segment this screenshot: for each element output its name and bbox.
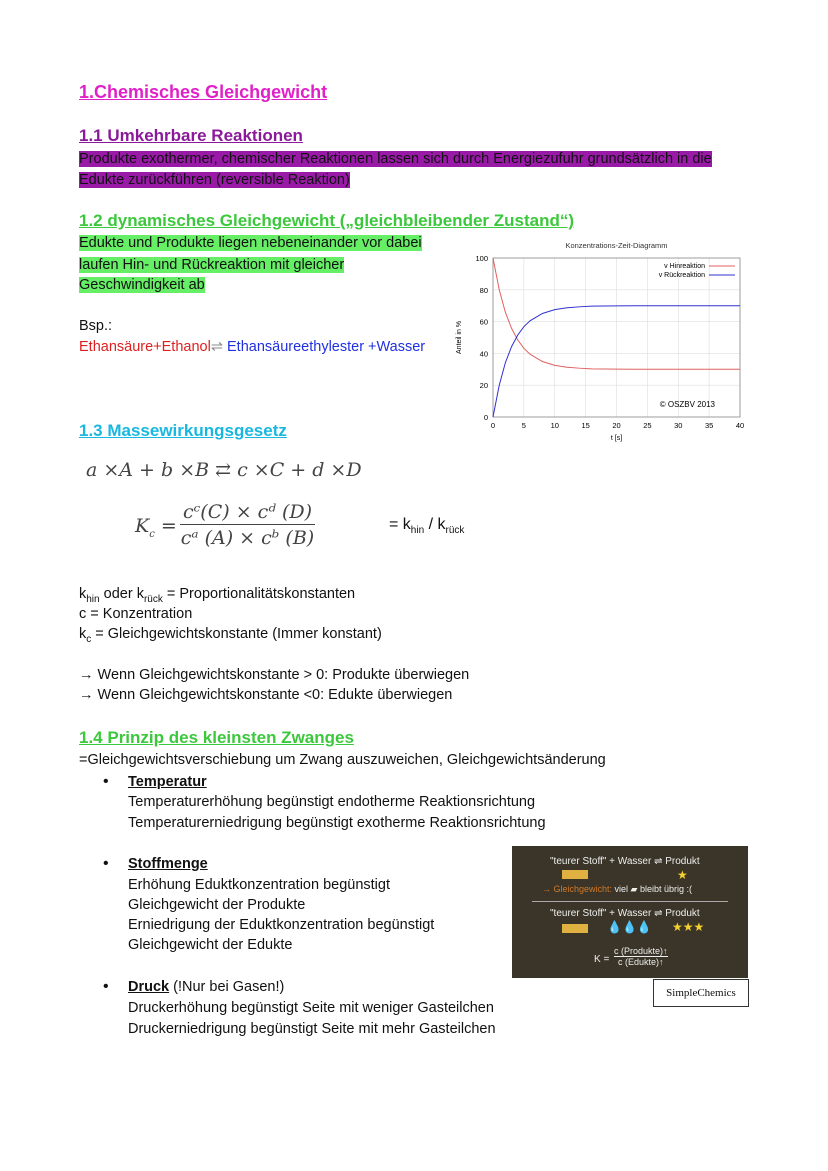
example-label: Bsp.: [79,318,113,334]
numerator: cᶜ(C) × cᵈ (D) [180,500,315,525]
bullet: • [103,773,109,790]
chart-annotation: © OSZBV 2013 [659,400,715,409]
x-tick-label: 30 [674,421,683,430]
stars-icon: ★★★ [672,920,705,934]
chart-title: Konzentrations-Zeit-Diagramm [565,241,668,250]
bullet: • [103,978,109,995]
image-fraction: c (Produkte)↑ c (Edukte)↑ [614,946,668,967]
text-line: Druckerniedrigung begünstigt Seite mit mehr Gasteilchen [128,1021,496,1037]
text-line: Temperaturerhöhung begünstigt endotherme Reaktionsrichtung [128,794,536,810]
reactants: Ethansäure+Ethanol [79,339,211,355]
example-reaction [79,337,425,357]
divider [532,901,728,902]
heading-1-1: 1.1 Umkehrbare Reaktionen [79,126,303,145]
legend-label: v Rückreaktion [658,272,705,279]
text-line: Produkte exothermer, chemischer Reaktionen lassen sich durch Energiezufuhr grundsätzlich in die [79,151,712,167]
bullet-title-stoffmenge: Stoffmenge [128,856,208,872]
page-title: 1.Chemisches Gleichgewicht [79,82,328,102]
legend-label: v Hinreaktion [664,263,705,270]
rule-educts: → Wenn Gleichgewichtskonstante <0: Edukte überwiegen [79,687,453,703]
x-tick-label: 15 [581,421,590,430]
definition-k: $k_{hin}$ oder $k_{rück}$ = Proportionalitätskonstanten [79,586,356,605]
x-tick-label: 25 [643,421,652,430]
bullet-title-druck: Druck (!Nur bei Gasen!) [128,979,285,995]
x-axis-label: t [s] [610,435,623,442]
rule-products: → Wenn Gleichgewichtskonstante > 0: Produkte überwiegen [79,667,470,683]
denominator: cᵃ (A) × cᵇ (B) [180,527,315,549]
text-line: Geschwindigkeit ab [79,277,205,293]
text-line: Edukte zurückführen (reversible Reaktion) [79,172,350,188]
y-tick-label: 60 [479,317,488,327]
definition-kc: $k_c$ = Gleichgewichtskonstante (Immer konstant) [79,626,382,645]
x-tick-label: 10 [550,421,559,430]
reaction-equation: a ×A + b ×B ⇄ c ×C + d ×D [86,459,362,481]
text-line: Edukte und Produkte liegen nebeneinander vor dabei [79,235,422,251]
kc-fraction [180,500,315,551]
y-tick-label: 20 [479,381,488,391]
products: Ethansäureethylester +Wasser [222,339,426,355]
bullet-title-temperatur: Temperatur [128,774,207,790]
definition-c: c = Konzentration [79,606,193,622]
x-tick-label: 35 [704,421,714,430]
x-tick-label: 20 [612,421,621,430]
text-line: Gleichgewicht der Edukte [128,937,293,953]
chalkboard-image [512,846,748,978]
y-axis-label: Anteil in % [456,320,463,355]
x-tick-label: 5 [521,421,526,430]
text-line: Druckerhöhung begünstigt Seite mit weniger Gasteilchen [128,1000,494,1016]
heading-1-3: 1.3 Massewirkungsgesetz [79,421,287,440]
y-tick-label: 100 [475,254,488,263]
intro-text: =Gleichgewichtsverschiebung um Zwang auszuweichen, Gleichgewichtsänderung [79,752,606,768]
image-row1: "teurer Stoff" + Wasser ⇌ Produkt [550,856,700,867]
image-equilibrium-note: → Gleichgewicht: viel ▰ bleibt übrig :( [542,884,692,894]
y-tick-label: 40 [479,349,488,359]
x-tick-label: 40 [735,421,745,430]
star-icon: ★ [677,868,688,882]
text-line: Erhöhung Eduktkonzentration begünstigt [128,877,390,893]
text-line: Gleichgewicht der Produkte [128,897,306,913]
equilibrium-arrow: ⇌ [210,339,223,355]
heading-1-4: 1.4 Prinzip des kleinsten Zwanges [79,728,354,747]
x-tick-label: 0 [490,421,496,430]
concentration-time-chart [455,236,755,451]
gold-bar-icon [562,924,588,933]
image-credit: SimpleChemics [653,979,749,1007]
water-drops-icon: 💧💧💧 [607,920,652,934]
rate-ratio: = $k_{hin} / k_{rück}$ [389,516,465,537]
y-tick-label: 0 [483,413,488,422]
y-tick-label: 80 [479,285,488,295]
image-k: K = [594,954,610,965]
kc-symbol: $K_c$ = [135,515,177,540]
heading-1-2: 1.2 dynamisches Gleichgewicht („gleichbleibender Zustand“) [79,211,575,230]
bullet: • [103,855,109,872]
gold-bar-icon [562,870,588,879]
image-row2: "teurer Stoff" + Wasser ⇌ Produkt [550,908,700,919]
text-line: laufen Hin- und Rückreaktion mit gleicher [79,257,345,273]
text-line: Erniedrigung der Eduktkonzentration begünstigt [128,917,435,933]
text-line: Temperaturerniedrigung begünstigt exotherme Reaktionsrichtung [128,815,546,831]
